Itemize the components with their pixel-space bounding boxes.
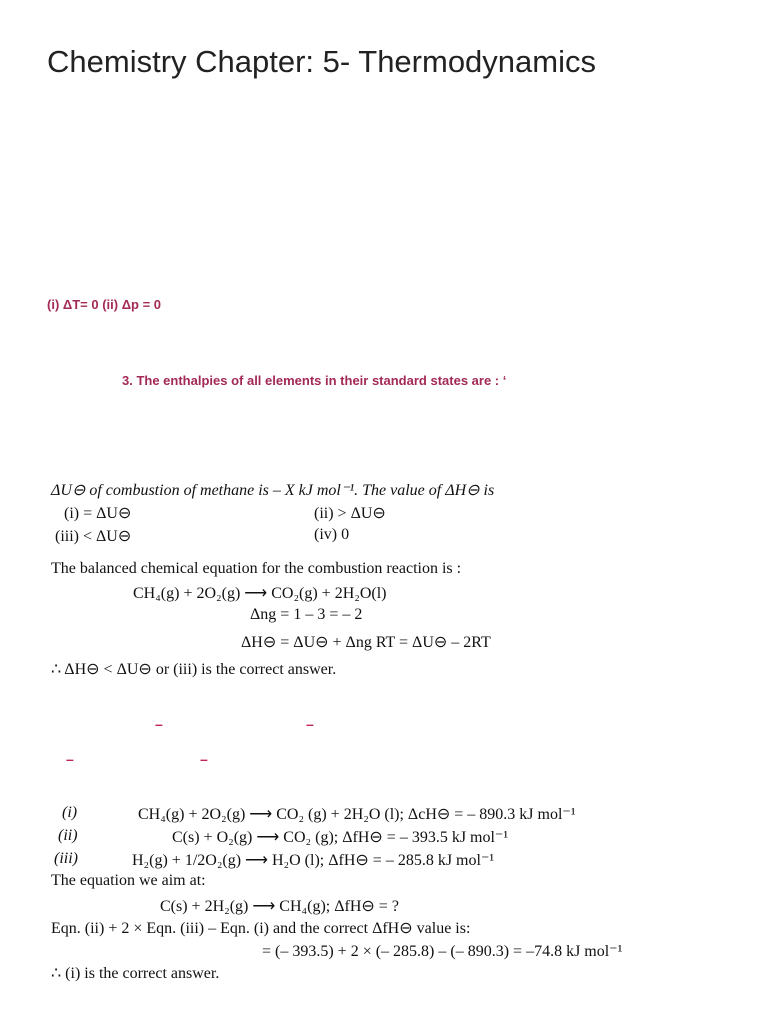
option-i: (i) = ΔU⊖ [64, 505, 132, 522]
question-4-conclusion: ∴ ΔH⊖ < ΔU⊖ or (iii) is the correct answer. [51, 661, 337, 678]
option-iii: (iii) < ΔU⊖ [55, 528, 132, 545]
question-5-conclusion: ∴ (i) is the correct answer. [51, 965, 220, 982]
eq-ii-label: (ii) [58, 827, 78, 844]
result-line: = (– 393.5) + 2 × (– 285.8) – (– 890.3) = –74.8 kJ mol⁻¹ [262, 943, 623, 960]
aim-equation: C(s) + 2H₂(g) ⟶ CH₄(g); ΔfH⊖ = ? [160, 898, 399, 915]
combination-text: Eqn. (ii) + 2 × Eqn. (iii) – Eqn. (i) and the correct ΔfH⊖ value is: [51, 920, 471, 937]
combustion-intro: The balanced chemical equation for the combustion reaction is : [51, 560, 462, 577]
delta-ng-line: Δng = 1 – 3 = – 2 [250, 606, 363, 623]
eq-iii: H₂(g) + 1/2O₂(g) ⟶ H₂O (l); ΔfH⊖ = – 285.8 kJ mol⁻¹ [132, 852, 495, 869]
question-4-stem: ΔU⊖ of combustion of methane is – X kJ mol⁻¹. The value of ΔH⊖ is [51, 482, 495, 499]
aim-intro: The equation we aim at: [51, 872, 206, 889]
question-3-text: 3. The enthalpies of all elements in their standard states are : ‘ [122, 373, 507, 388]
dash-mark: – [306, 716, 314, 732]
delta-h-relation: ΔH⊖ = ΔU⊖ + Δng RT = ΔU⊖ – 2RT [241, 634, 491, 651]
dash-mark: – [200, 751, 208, 767]
eq-i: CH₄(g) + 2O₂(g) ⟶ CO₂ (g) + 2H₂O (l); ΔcH⊖ = – 890.3 kJ mol⁻¹ [138, 806, 576, 823]
eq-iii-label: (iii) [54, 850, 78, 867]
page-title: Chemistry Chapter: 5- Thermodynamics [47, 44, 596, 79]
dash-mark: – [155, 716, 163, 732]
combustion-equation: CH₄(g) + 2O₂(g) ⟶ CO₂(g) + 2H₂O(l) [133, 585, 387, 602]
eq-ii: C(s) + O₂(g) ⟶ CO₂ (g); ΔfH⊖ = – 393.5 kJ mol⁻¹ [172, 829, 509, 846]
option-iv: (iv) 0 [314, 526, 350, 543]
eq-i-label: (i) [62, 804, 78, 821]
option-ii: (ii) > ΔU⊖ [314, 505, 386, 522]
conditions-line: (i) ΔT= 0 (ii) Δp = 0 [47, 297, 162, 312]
dash-mark: – [66, 751, 74, 767]
